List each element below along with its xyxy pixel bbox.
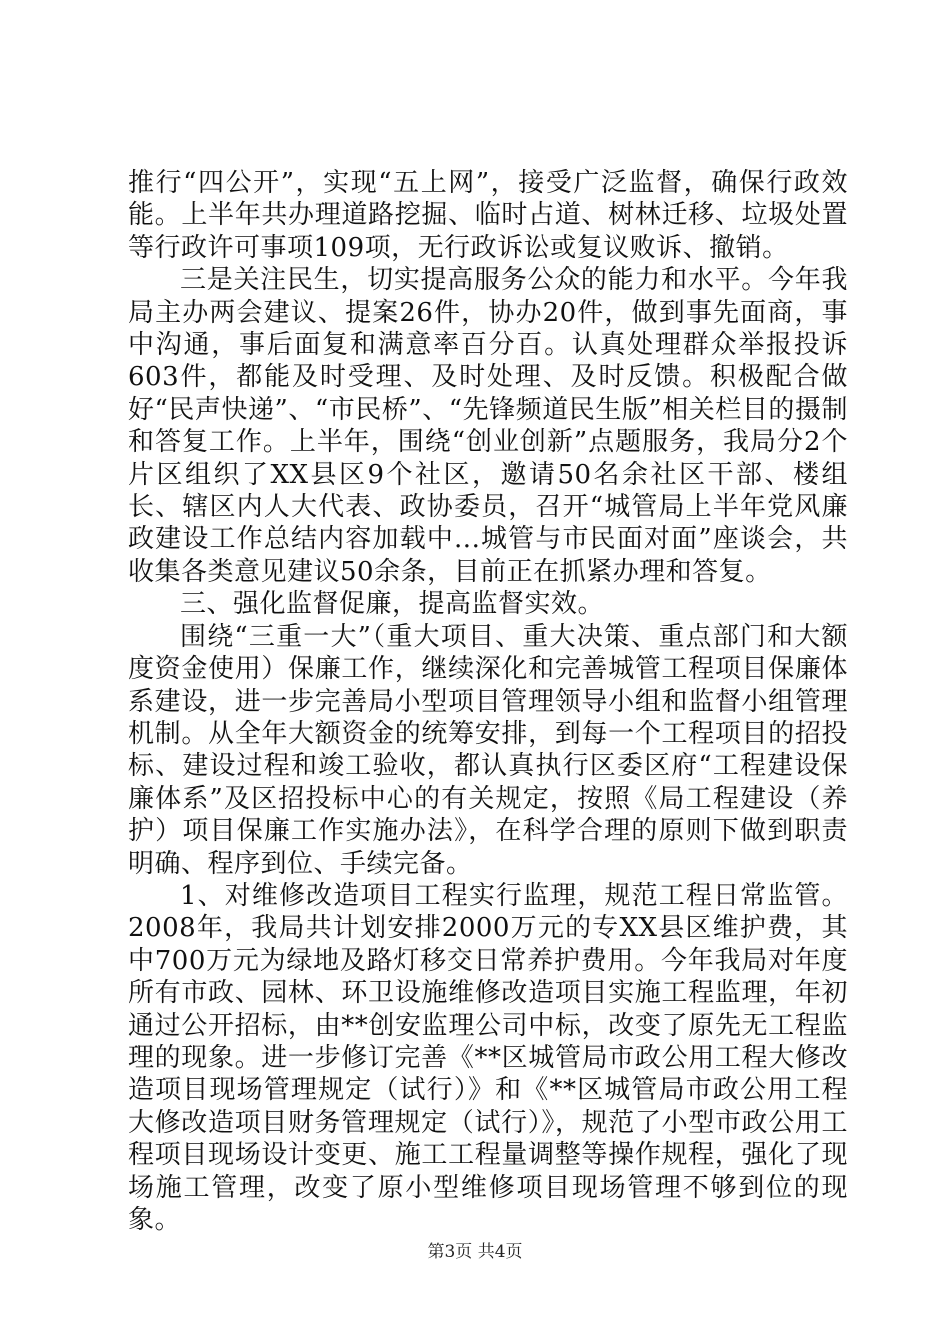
paragraph-public-service: 三是关注民生，切实提高服务公众的能力和水平。今年我局主办两会建议、提案26件，协办20件，做到事先面商，事中沟通，事后面复和满意率百分百。认真处理群众举报投诉603件，都能及时受理、及时处理、及时反馈。积极配合做好“民声快递”、“市民桥”、“先锋频道民生版”相关栏目的摄制和答复工作。上半年，围绕“创业创新”点题服务，我局分2个片区组织了XX县区9个社区，邀请50名余社区干部、楼组长、辖区内人大代表、政协委员，召开“城管局上半年党风廉政建设工作总结内容加载中...城管与市民面对面”座谈会，共收集各类意见建议50余条，目前正在抓紧办理和答复。 xyxy=(128,265,848,587)
paragraph-continuation: 推行“四公开”，实现“五上网”，接受广泛监督，确保行政效能。上半年共办理道路挖掘、临时占道、树林迁移、垃圾处置等行政许可事项109项，无行政诉讼或复议败诉、撤销。 xyxy=(128,168,848,263)
document-body xyxy=(128,167,848,1236)
section-heading: 三、强化监督促廉，提高监督实效。 xyxy=(180,589,605,620)
paragraph-maintenance-supervision: 1、对维修改造项目工程实行监理，规范工程日常监管。2008年，我局共计划安排2000万元的专XX县区维护费，其中700万元为绿地及路灯移交日常养护费用。今年我局对年度所有市政、园林、环卫设施维修改造项目实施工程监理，年初通过公开招标，由**创安监理公司中标，改变了原先无工程监理的现象。进一步修订完善《**区城管局市政公用工程大修改造项目现场管理规定（试行）》和《**区城管局市政公用工程大修改造项目财务管理规定（试行）》，规范了小型市政公用工程项目现场设计变更、施工工程量调整等操作规程，强化了现场施工管理，改变了原小型维修项目现场管理不够到位的现象。 xyxy=(128,880,848,1235)
page-number-footer: 第3页 共4页 xyxy=(427,1242,523,1262)
paragraph-supervision: 围绕“三重一大”（重大项目、重大决策、重点部门和大额度资金使用）保廉工作，继续深化和完善城管工程项目保廉体系建设，进一步完善局小型项目管理领导小组和监督小组管理机制。从全年大额资金的统筹安排，到每一个工程项目的招投标、建设过程和竣工验收，都认真执行区委区府“工程建设保廉体系”及区招投标中心的有关规定，按照《局工程建设（养护）项目保廉工作实施办法》，在科学合理的原则下做到职责明确、程序到位、手续完备。 xyxy=(128,621,848,879)
